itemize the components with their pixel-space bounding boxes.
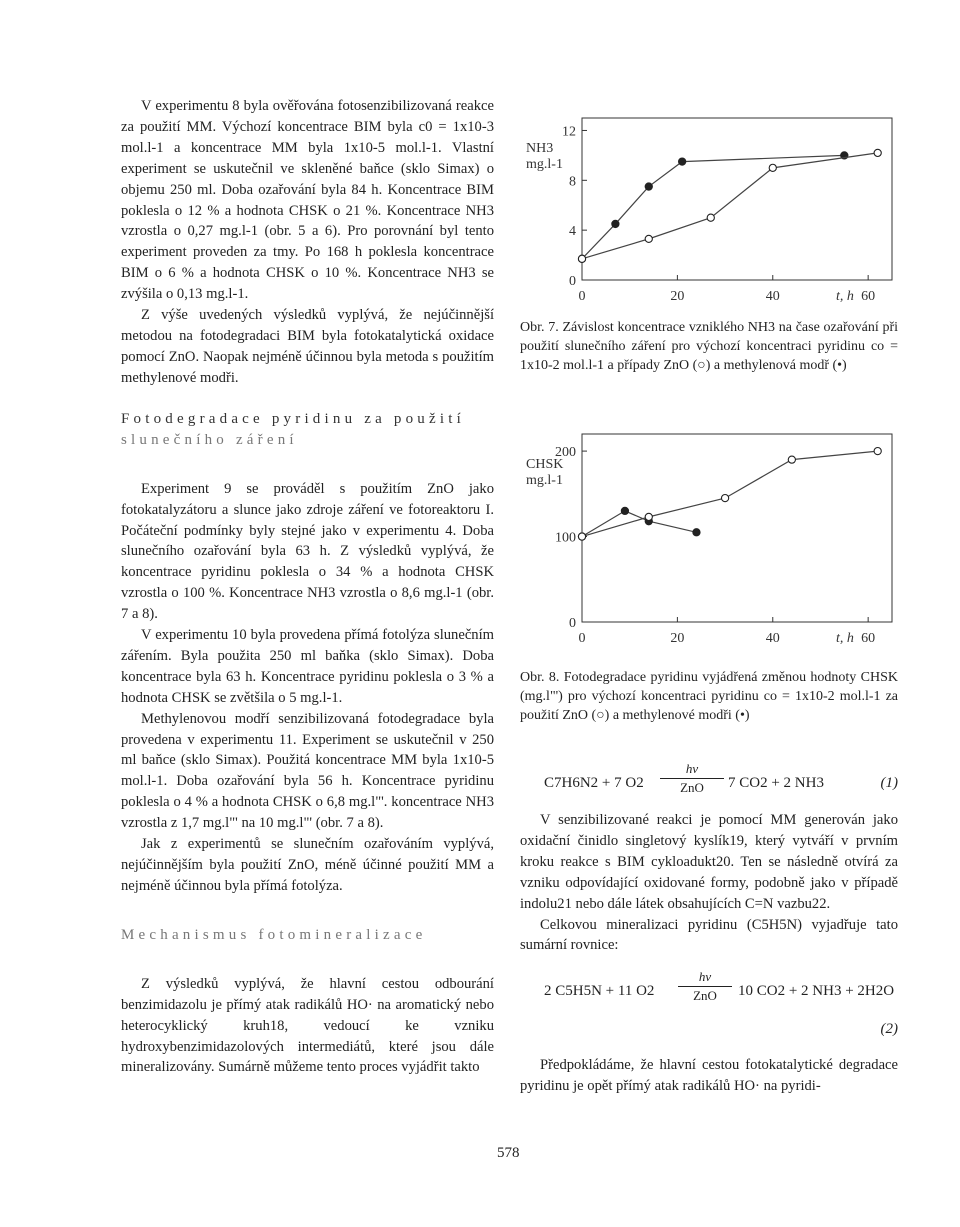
figure-8-caption: Obr. 8. Fotodegradace pyridinu vyjádřená změnou hodnoty CHSK (mg.l"') pro výchozí koncentraci pyridinu co = 1x10-2 mol.l-1 za použití ZnO (○) a methylenové modři (•) [520, 670, 898, 723]
paragraph-mechanism: Z výsledků vyplývá, že hlavní cestou odbourání benzimidazolu je přímý atak radikálů HO· na aromatický nebo heterocyklický kruh18, vedoucí ke vzniku hydroxybenzimidazolových intermediátů, které jsou dále mineralizovány. Sumárně můžeme tento proces vyjádřit takto [121, 975, 494, 1076]
equation-2-products: 10 CO2 + 2 NH3 + 2H2O [738, 983, 895, 999]
section-heading-mechanism [121, 925, 494, 946]
data-point-open [578, 255, 585, 262]
equation-1-reactants: C7H6N2 + 7 O2 [544, 775, 644, 791]
y-axis-label: NH3 [526, 141, 554, 156]
section-heading-sun [121, 409, 494, 451]
y-axis-label: CHSK [526, 457, 564, 472]
equation-1-arrow [660, 762, 724, 795]
data-point-open [874, 447, 881, 454]
section-heading-sun-line1: Fotodegradace pyridinu za použití [121, 410, 465, 427]
data-point-filled [645, 183, 652, 190]
x-tick-label: 60 [861, 289, 876, 304]
y-tick-label: 0 [569, 274, 576, 289]
x-tick-label: 0 [578, 631, 586, 646]
paragraph-summary: Z výše uvedených výsledků vyplývá, že nejúčinnější metodou na fotodegradaci BIM byla fotokatalytická oxidace pomocí ZnO. Naopak nejméně účinnou byla metoda s použitím methylenové modři. [121, 307, 494, 386]
data-point-open [645, 235, 652, 242]
equation-2-arrow [678, 970, 732, 1003]
left-column [121, 96, 494, 1078]
x-tick-label: 60 [861, 631, 876, 646]
data-point-open [707, 214, 714, 221]
data-point-filled [621, 507, 628, 514]
data-point-open [874, 149, 881, 156]
paragraph-exp8: V experimentu 8 byla ověřována fotosenzibilizovaná reakce za použití MM. Výchozí koncentrace BIM byla c0 = 1x10-3 mol.l-1 a koncentrace MM byla 1x10-5 mol.l-1. Vlastní experiment se uskutečnil ve skleněné baňce (sklo Simax) o objemu 250 ml. Doba ozařování byla 84 h. Koncentrace BIM poklesla o 12 % a hodnota CHSK o 21 %. Koncentrace NH3 vzrostla o 0,27 mg.l-1 (obr. 5 a 6). Pro porovnání byl tento experiment proveden za tmy. Po 168 h poklesla koncentrace BIM o 6 % a hodnota CHSK o 10 %. Koncentrace NH3 se zvýšila o 0,13 mg.l-1. [121, 98, 494, 303]
y-tick-label: 200 [555, 445, 576, 461]
x-tick-label: 40 [765, 289, 780, 304]
plot-frame [582, 118, 892, 280]
y-tick-label: 100 [555, 530, 576, 546]
figure-7-chart [520, 108, 900, 308]
x-tick-label: 0 [578, 289, 586, 304]
equation-2-hv: hν [698, 969, 712, 984]
x-tick-label: 20 [670, 289, 685, 304]
equation-1-catalyst: ZnO [680, 780, 704, 795]
series-line [582, 153, 878, 259]
data-point-filled [679, 158, 686, 165]
series-line [582, 155, 844, 258]
series-line [582, 451, 878, 536]
data-point-filled [612, 220, 619, 227]
equation-2-arrow-line [678, 986, 732, 987]
paragraph-exp10: V experimentu 10 byla provedena přímá fotolýza slunečním zářením. Byla použita 250 ml baňka (sklo Simax). Doba koncentrace byla 63 h. Koncentrace pyridinu poklesla o 3 % a hodnota CHSK se zvětšila o 5 mg.l-1. [121, 627, 494, 706]
equation-2-catalyst: ZnO [693, 988, 717, 1003]
y-axis-unit: mg.l-1 [526, 157, 563, 172]
paragraph-mineralization: Celkovou mineralizaci pyridinu (C5H5N) vyjadřuje tato sumární rovnice: [520, 916, 898, 954]
equation-1 [520, 762, 898, 806]
paragraph-pyridine [520, 1055, 898, 1097]
equation-1-arrow-line [660, 778, 724, 779]
data-point-open [645, 513, 652, 520]
paragraph-sensitized [520, 810, 898, 956]
series-line [582, 511, 696, 537]
x-tick-label: 40 [765, 631, 780, 646]
plot-frame [582, 434, 892, 622]
data-point-filled [693, 529, 700, 536]
section-heading-mechanism-text: Mechanismus fotomineralizace [121, 926, 427, 943]
y-tick-label: 4 [569, 224, 576, 240]
section-heading-sun-line2: slunečního záření [121, 431, 298, 448]
y-tick-label: 0 [569, 616, 576, 631]
figure-8-chart [520, 424, 900, 659]
x-tick-label: 20 [670, 631, 685, 646]
equation-1-products: 7 CO2 + 2 NH3 [728, 775, 824, 791]
equation-2-number: (2) [880, 1021, 898, 1037]
paragraph-exp11: Methylenovou modří senzibilizovaná fotodegradace byla provedena v experimentu 11. Experiment se uskutečnil v 250 ml baňce (sklo Simax). Použitá koncentrace MM byla 1x10-5 mol.l-1. Doba ozařování byla 56 h. Koncentrace pyridinu poklesla o 4 % a hodnota CHSK o 6,8 mg.l"'. koncentrace NH3 vzrostla z 1,7 mg.l"' na 10 mg.l"' (obr. 7 a 8). [121, 710, 494, 832]
data-point-open [769, 164, 776, 171]
y-tick-label: 8 [569, 174, 576, 190]
paragraph-pyridine-text: Předpokládáme, že hlavní cestou fotokatalytické degradace pyridinu je opět přímý atak radikálů HO· na pyridi- [520, 1057, 898, 1094]
equation-1-number: (1) [880, 775, 898, 791]
paragraph-conclusion: Jak z experimentů se slunečním ozařováním vyplývá, nejúčinnějším byla použití ZnO, méně účinné použití MM a nejméně účinnou byla přímá fotolýza. [121, 836, 494, 894]
data-point-open [578, 533, 585, 540]
x-axis-label: t, h [836, 631, 854, 646]
equation-1-hv: hν [685, 761, 699, 776]
paragraph-exp9: Experiment 9 se prováděl s použitím ZnO jako fotokatalyzátoru a slunce jako zdroje záření ve fotoreaktoru I. Počáteční podmínky byly stejné jako v experimentu 4. Doba slunečního ozařování byla 63 h. Z výsledků vyplývá, že koncentrace pyridinu poklesla o 34 % a hodnota CHSK vzrostla o 100 %. Koncentrace NH3 vzrostla o 8,6 mg.l-1 (obr. 7 a 8). [121, 480, 494, 623]
paragraph-sensitized-text: V senzibilizované reakci je pomocí MM generován jako oxidační činidlo singletový kyslík19, který vytváří v prvním kroku reakce s BIM cykloadukt20. Ten se následně otvírá za vzniku odpovídající oxidované formy, podobně jako v případě indolu21 nebo dále látek obsahujících C=N vazbu22. [520, 812, 898, 912]
y-axis-unit: mg.l-1 [526, 473, 563, 488]
figure-7-caption: Obr. 7. Závislost koncentrace vzniklého NH3 na čase ozařování při použití slunečního záření pro výchozí koncentraci pyridinu co = 1x10-2 mol.l-1 a případy ZnO (○) a methylenová modř (•) [520, 320, 898, 373]
data-point-open [788, 456, 795, 463]
page-number: 578 [497, 1145, 520, 1161]
y-tick-label: 12 [562, 124, 576, 140]
data-point-open [721, 494, 728, 501]
equation-2-reactants: 2 C5H5N + 11 O2 [544, 983, 655, 999]
x-axis-label: t, h [836, 289, 854, 304]
equation-2 [520, 970, 898, 1040]
